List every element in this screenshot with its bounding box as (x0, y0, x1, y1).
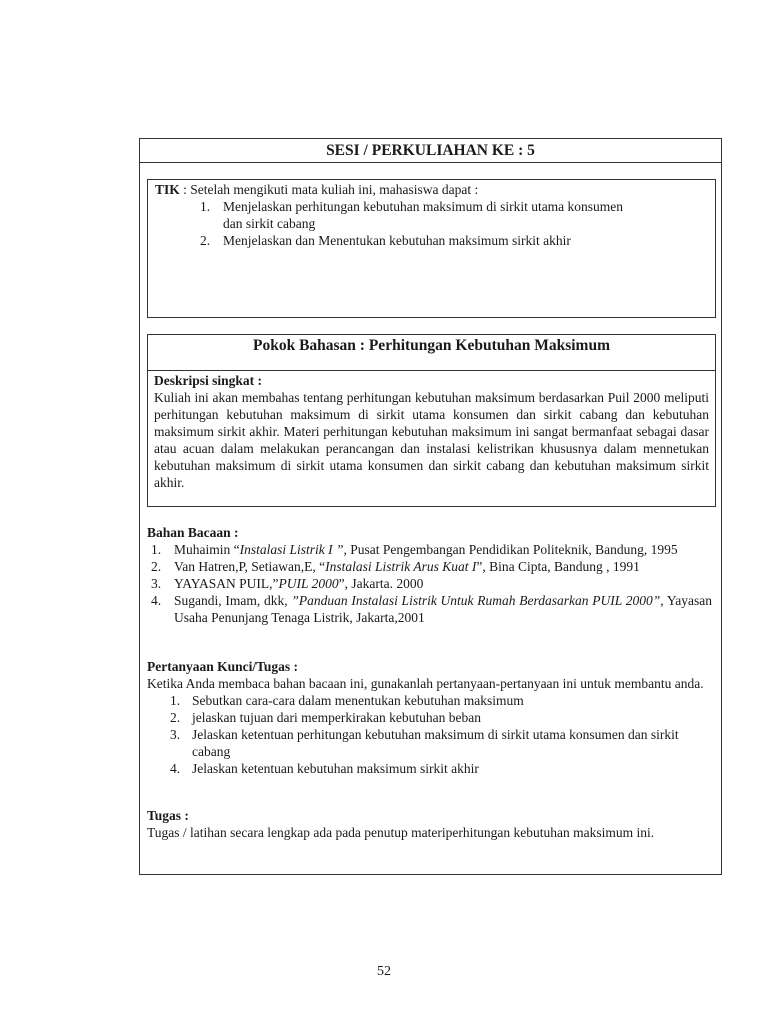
question-item (147, 726, 712, 760)
tik-intro (155, 181, 708, 198)
reading-item-publisher: Pusat Pengembangan Pendidikan Politeknik, Bandung, 1995 (346, 542, 678, 557)
question-item (147, 709, 712, 726)
reading-item-number: 2. (151, 559, 162, 574)
tik-label: TIK (155, 182, 180, 197)
reading-item-publisher: ”, Jakarta. 2000 (338, 576, 424, 591)
key-questions-intro: Ketika Anda membaca bahan bacaan ini, gunakanlah pertanyaan-pertanyaan ini untuk membantu anda. (147, 676, 704, 691)
question-item (147, 760, 712, 777)
tik-item-number: 2. (200, 233, 211, 248)
question-item-number: 2. (170, 710, 181, 725)
reading-item-author: Muhaimin “ (174, 542, 240, 557)
reading-item (147, 592, 712, 626)
page-number: 52 (377, 964, 391, 979)
reading-item (147, 541, 712, 558)
tik-box (147, 179, 716, 318)
reading-item-publisher: , Yayasan Usaha Penunjang Tenaga Listrik, Jakarta,2001 (174, 593, 712, 625)
question-item-text: jelaskan tujuan dari memperkirakan kebutuhan beban (192, 710, 482, 725)
tik-item-text: Menjelaskan dan Menentukan kebutuhan maksimum sirkit akhir (223, 233, 571, 248)
description-text: Kuliah ini akan membahas tentang perhitungan kebutuhan maksimum berdasarkan Puil 2000 meliputi perhitungan kebutuhan maksimum di sirkit utama konsumen dan sirkit cabang dan kebutuhan maksimum sirkit akhir. Materi perhitungan kebutuhan maksimum ini sangat bermanfaat sebagai dasar atau acuan dalam melakukan perancangan dan instalasi kelistrikan khususnya dalam mennetukan kebutuhan maksimum di sirkit utama konsumen dan sirkit cabang dan kebutuhan maksimum sirkit akhir. (154, 390, 709, 490)
reading-item-number: 3. (151, 576, 162, 591)
tik-item (155, 232, 643, 249)
assignment-text: Tugas / latihan secara lengkap ada pada penutup materiperhitungan kebutuhan maksimum ini. (147, 825, 655, 840)
reading-item-number: 1. (151, 542, 162, 557)
reading-list-label: Bahan Bacaan : (147, 525, 239, 540)
reading-item-author: Van Hatren,P, Setiawan,E, “ (174, 559, 326, 574)
reading-item-publisher: ”, Bina Cipta, Bandung , 1991 (476, 559, 640, 574)
description (148, 371, 715, 492)
question-item-number: 4. (170, 761, 181, 776)
tik-item (155, 198, 643, 232)
reading-item-number: 4. (151, 593, 162, 608)
pokok-bahasan-box (147, 334, 716, 507)
key-questions-list (147, 692, 712, 777)
question-item-number: 3. (170, 727, 181, 742)
reading-item (147, 558, 712, 575)
reading-list (147, 541, 712, 626)
assignment-section (147, 807, 712, 841)
key-questions-label: Pertanyaan Kunci/Tugas : (147, 659, 299, 674)
reading-item-title: PUIL 2000 (278, 576, 339, 591)
session-title: SESI / PERKULIAHAN KE : 5 (140, 139, 721, 163)
question-item-number: 1. (170, 693, 181, 708)
reading-item-title: Instalasi Listrik I ”, (239, 542, 347, 557)
reading-item (147, 575, 712, 592)
reading-list-section (147, 524, 712, 626)
question-item-text: Jelaskan ketentuan kebutuhan maksimum sirkit akhir (192, 761, 479, 776)
tik-item-number: 1. (200, 199, 211, 214)
key-questions-section (147, 658, 712, 777)
reading-item-author: Sugandi, Imam, dkk, (174, 593, 292, 608)
tik-intro-text: : Setelah mengikuti mata kuliah ini, mahasiswa dapat : (179, 182, 479, 197)
assignment-label: Tugas : (147, 808, 189, 823)
description-label: Deskripsi singkat : (154, 373, 263, 388)
tik-list (155, 198, 708, 249)
question-item-text: Jelaskan ketentuan perhitungan kebutuhan maksimum di sirkit utama konsumen dan sirkit cabang (192, 727, 679, 759)
question-item-text: Sebutkan cara-cara dalam menentukan kebutuhan maksimum (192, 693, 524, 708)
reading-item-title: Instalasi Listrik Arus Kuat I (325, 559, 477, 574)
session-frame (139, 138, 722, 875)
reading-item-title: ”Panduan Instalasi Listrik Untuk Rumah Berdasarkan PUIL 2000” (291, 593, 661, 608)
reading-item-author: YAYASAN PUIL,” (174, 576, 279, 591)
tik-item-text: Menjelaskan perhitungan kebutuhan maksimum di sirkit utama konsumen dan sirkit cabang (223, 199, 624, 231)
pokok-bahasan-title: Pokok Bahasan : Perhitungan Kebutuhan Maksimum (148, 335, 715, 371)
question-item (147, 692, 712, 709)
